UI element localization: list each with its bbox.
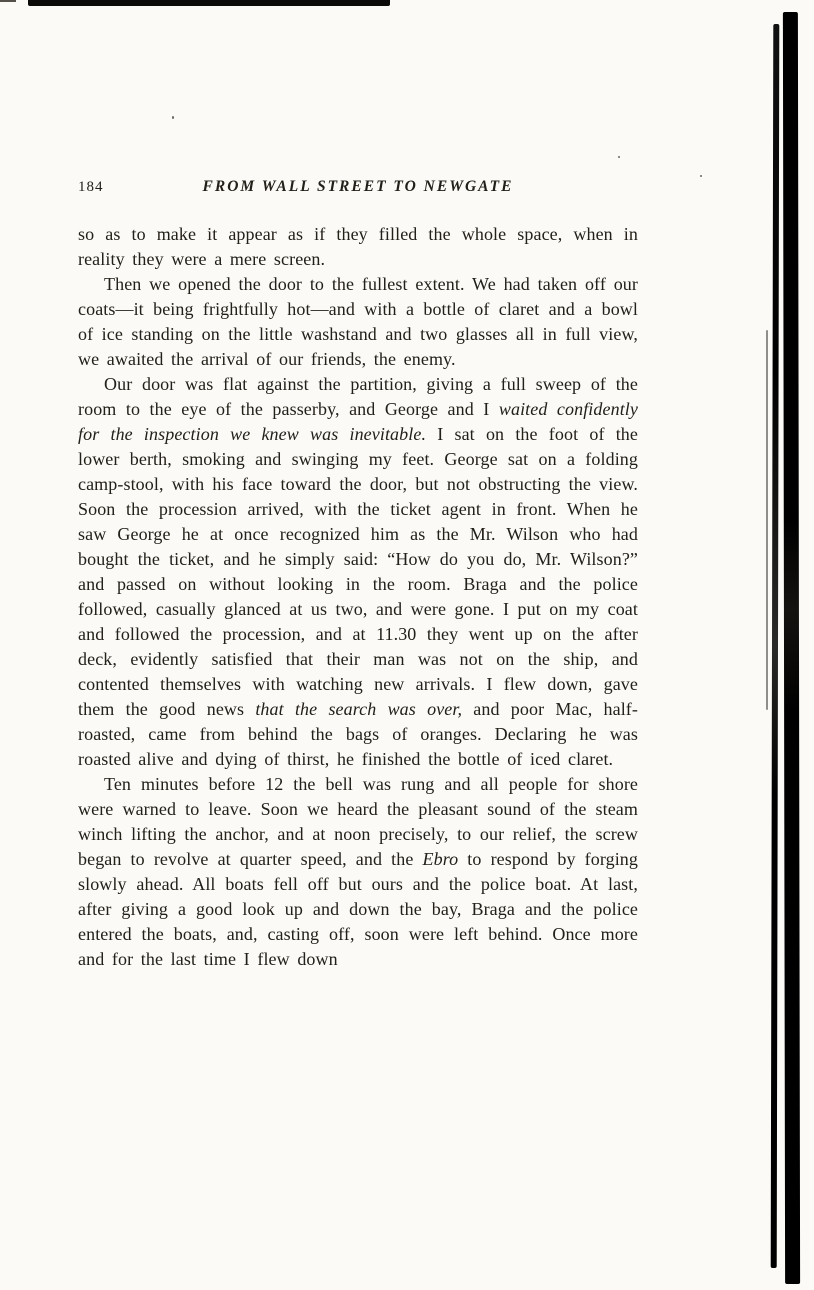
text-run: Ten minutes before 12 the bell was rung and all people for shore were warned to leave. Soon we heard the pleasant sound of the steam winch lifting the anchor, and at noon precisely, to our relief, the screw began to revolve at quarter speed, and the [78, 774, 638, 869]
body-text-block [78, 222, 638, 972]
italic-text-run: that the search was over, [255, 699, 463, 719]
scan-speck [172, 116, 174, 119]
text-run: and poor Mac, half-roasted, came from behind the bags of oranges. Declaring he was roasted alive and dying of thirst, he finished the bottle of iced claret. [78, 699, 638, 769]
text-run: Then we opened the door to the fullest extent. We had taken off our coats—it being frightfully hot—and with a bottle of claret and a bowl of ice standing on the little washstand and two glasses all in full view, we awaited the arrival of our friends, the enemy. [78, 274, 638, 369]
scan-edge-artifact-top [28, 0, 390, 6]
page-content [78, 178, 638, 972]
paragraph [78, 372, 638, 772]
paragraph [78, 222, 638, 272]
paragraph [78, 772, 638, 972]
scan-speck [700, 175, 702, 177]
text-run: I sat on the foot of the lower berth, smoking and swinging my feet. George sat on a folding camp-stool, with his face toward the door, but not obstructing the view. Soon the procession arrived, with the ticket agent in front. When he saw George he at once recognized him as the Mr. Wilson who had bought the ticket, and he simply said: “How do you do, Mr. Wilson?” and passed on without looking in the room. Braga and the police followed, casually glanced at us two, and were gone. I put on my coat and followed the procession, and at 11.30 they went up on the after deck, evidently satisfied that their man was not on the ship, and contented themselves with watching new arrivals. I flew down, gave them the good news [78, 424, 638, 719]
page-header [78, 178, 638, 198]
text-run: so as to make it appear as if they filled the whole space, when in reality they were a mere screen. [78, 224, 638, 269]
scan-edge-artifact-right-faint [766, 330, 768, 710]
text-run: Our door was flat against the partition, giving a full sweep of the room to the eye of the passerby, and George and I [78, 374, 638, 419]
page-number: 184 [78, 179, 104, 195]
scan-edge-artifact-right-thick [783, 12, 800, 1284]
running-title: FROM WALL STREET TO NEWGATE [202, 178, 514, 195]
scan-edge-artifact-right-thin [771, 24, 780, 1268]
paragraph [78, 272, 638, 372]
scan-speck [618, 156, 620, 158]
italic-text-run: waited confidently for the inspection we knew was inevitable. [78, 399, 638, 444]
italic-text-run: Ebro [422, 849, 459, 869]
text-run: to respond by forging slowly ahead. All boats fell off but ours and the police boat. At last, after giving a good look up and down the bay, Braga and the police entered the boats, and, casting off, soon were left behind. Once more and for the last time I flew down [78, 849, 638, 969]
